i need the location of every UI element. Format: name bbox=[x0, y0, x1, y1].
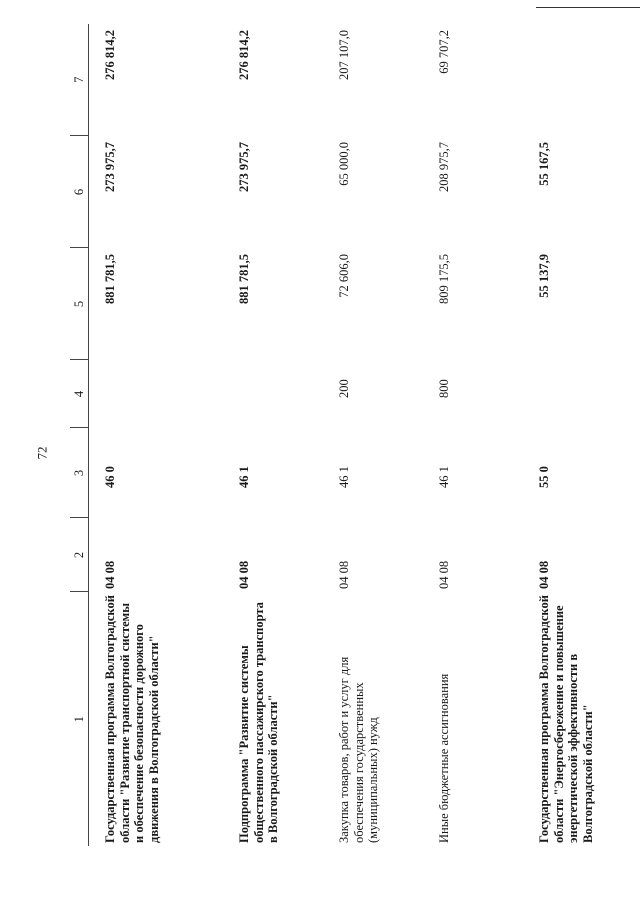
row-amount-3 bbox=[523, 24, 640, 136]
row-program-code: 46 0 bbox=[103, 466, 117, 488]
row-amount-1: 881 781,5 bbox=[237, 254, 251, 304]
table-row bbox=[223, 24, 323, 846]
row-amount-2: 273 975,7 bbox=[237, 142, 251, 192]
row-section-code: 04 08 bbox=[437, 560, 451, 589]
budget-table bbox=[70, 24, 640, 846]
row-section-code: 04 08 bbox=[103, 560, 117, 589]
row-amount-1: 809 175,5 bbox=[437, 254, 451, 304]
table-row bbox=[89, 24, 224, 846]
row-expense-type bbox=[223, 360, 323, 428]
row-expense-type: 200 bbox=[337, 379, 351, 398]
table-row bbox=[423, 24, 523, 846]
header-col-5: 5 bbox=[70, 248, 89, 360]
header-col-4: 4 bbox=[70, 360, 89, 428]
table-row bbox=[323, 24, 423, 846]
row-expense-type bbox=[523, 360, 640, 428]
row-section-code: 04 08 bbox=[237, 560, 251, 589]
row-name: Государственная программа Волгоградской области "Энергосбережение и повышение энергетической эффективности в Волгоградской области" bbox=[537, 595, 595, 843]
row-expense-type bbox=[89, 360, 224, 428]
row-name: Подпрограмма "Развитие системы общественного пассажирского транспорта в Волгоградской области" bbox=[237, 602, 280, 843]
budget-table-rotated bbox=[70, 24, 610, 846]
top-rule bbox=[536, 7, 640, 8]
header-col-6: 6 bbox=[70, 136, 89, 248]
row-name: Иные бюджетные ассигнования bbox=[437, 673, 451, 843]
row-expense-type: 800 bbox=[437, 379, 451, 398]
row-name: Закупка товаров, работ и услуг для обеспечения государственных (муниципальных) нужд bbox=[337, 656, 380, 843]
row-amount-1: 881 781,5 bbox=[103, 254, 117, 304]
row-program-code: 46 1 bbox=[437, 466, 451, 488]
row-amount-2: 208 975,7 bbox=[437, 142, 451, 192]
header-row bbox=[70, 24, 89, 846]
table-row bbox=[523, 24, 640, 846]
row-amount-1: 72 606,0 bbox=[337, 254, 351, 298]
page-number: 72 bbox=[34, 446, 50, 460]
header-col-2: 2 bbox=[70, 518, 89, 592]
row-section-code: 04 08 bbox=[337, 560, 351, 589]
row-amount-2: 65 000,0 bbox=[337, 142, 351, 186]
row-program-code: 55 0 bbox=[537, 466, 551, 488]
row-amount-2: 55 167,5 bbox=[537, 142, 551, 186]
row-section-code: 04 08 bbox=[537, 560, 551, 589]
row-amount-3: 207 107,0 bbox=[337, 30, 351, 80]
row-amount-3: 69 707,2 bbox=[437, 30, 451, 74]
row-amount-3: 276 814,2 bbox=[103, 30, 117, 80]
header-col-1: 1 bbox=[70, 592, 89, 846]
row-program-code: 46 1 bbox=[237, 466, 251, 488]
row-amount-1: 55 137,9 bbox=[537, 254, 551, 298]
header-col-7: 7 bbox=[70, 24, 89, 136]
row-name: Государственная программа Волгоградской области "Развитие транспортной системы и обеспечение безопасности дорожного движения в Волгоградской области" bbox=[103, 595, 161, 843]
header-col-3: 3 bbox=[70, 428, 89, 518]
row-amount-2: 273 975,7 bbox=[103, 142, 117, 192]
row-amount-3: 276 814,2 bbox=[237, 30, 251, 80]
row-program-code: 46 1 bbox=[337, 466, 351, 488]
